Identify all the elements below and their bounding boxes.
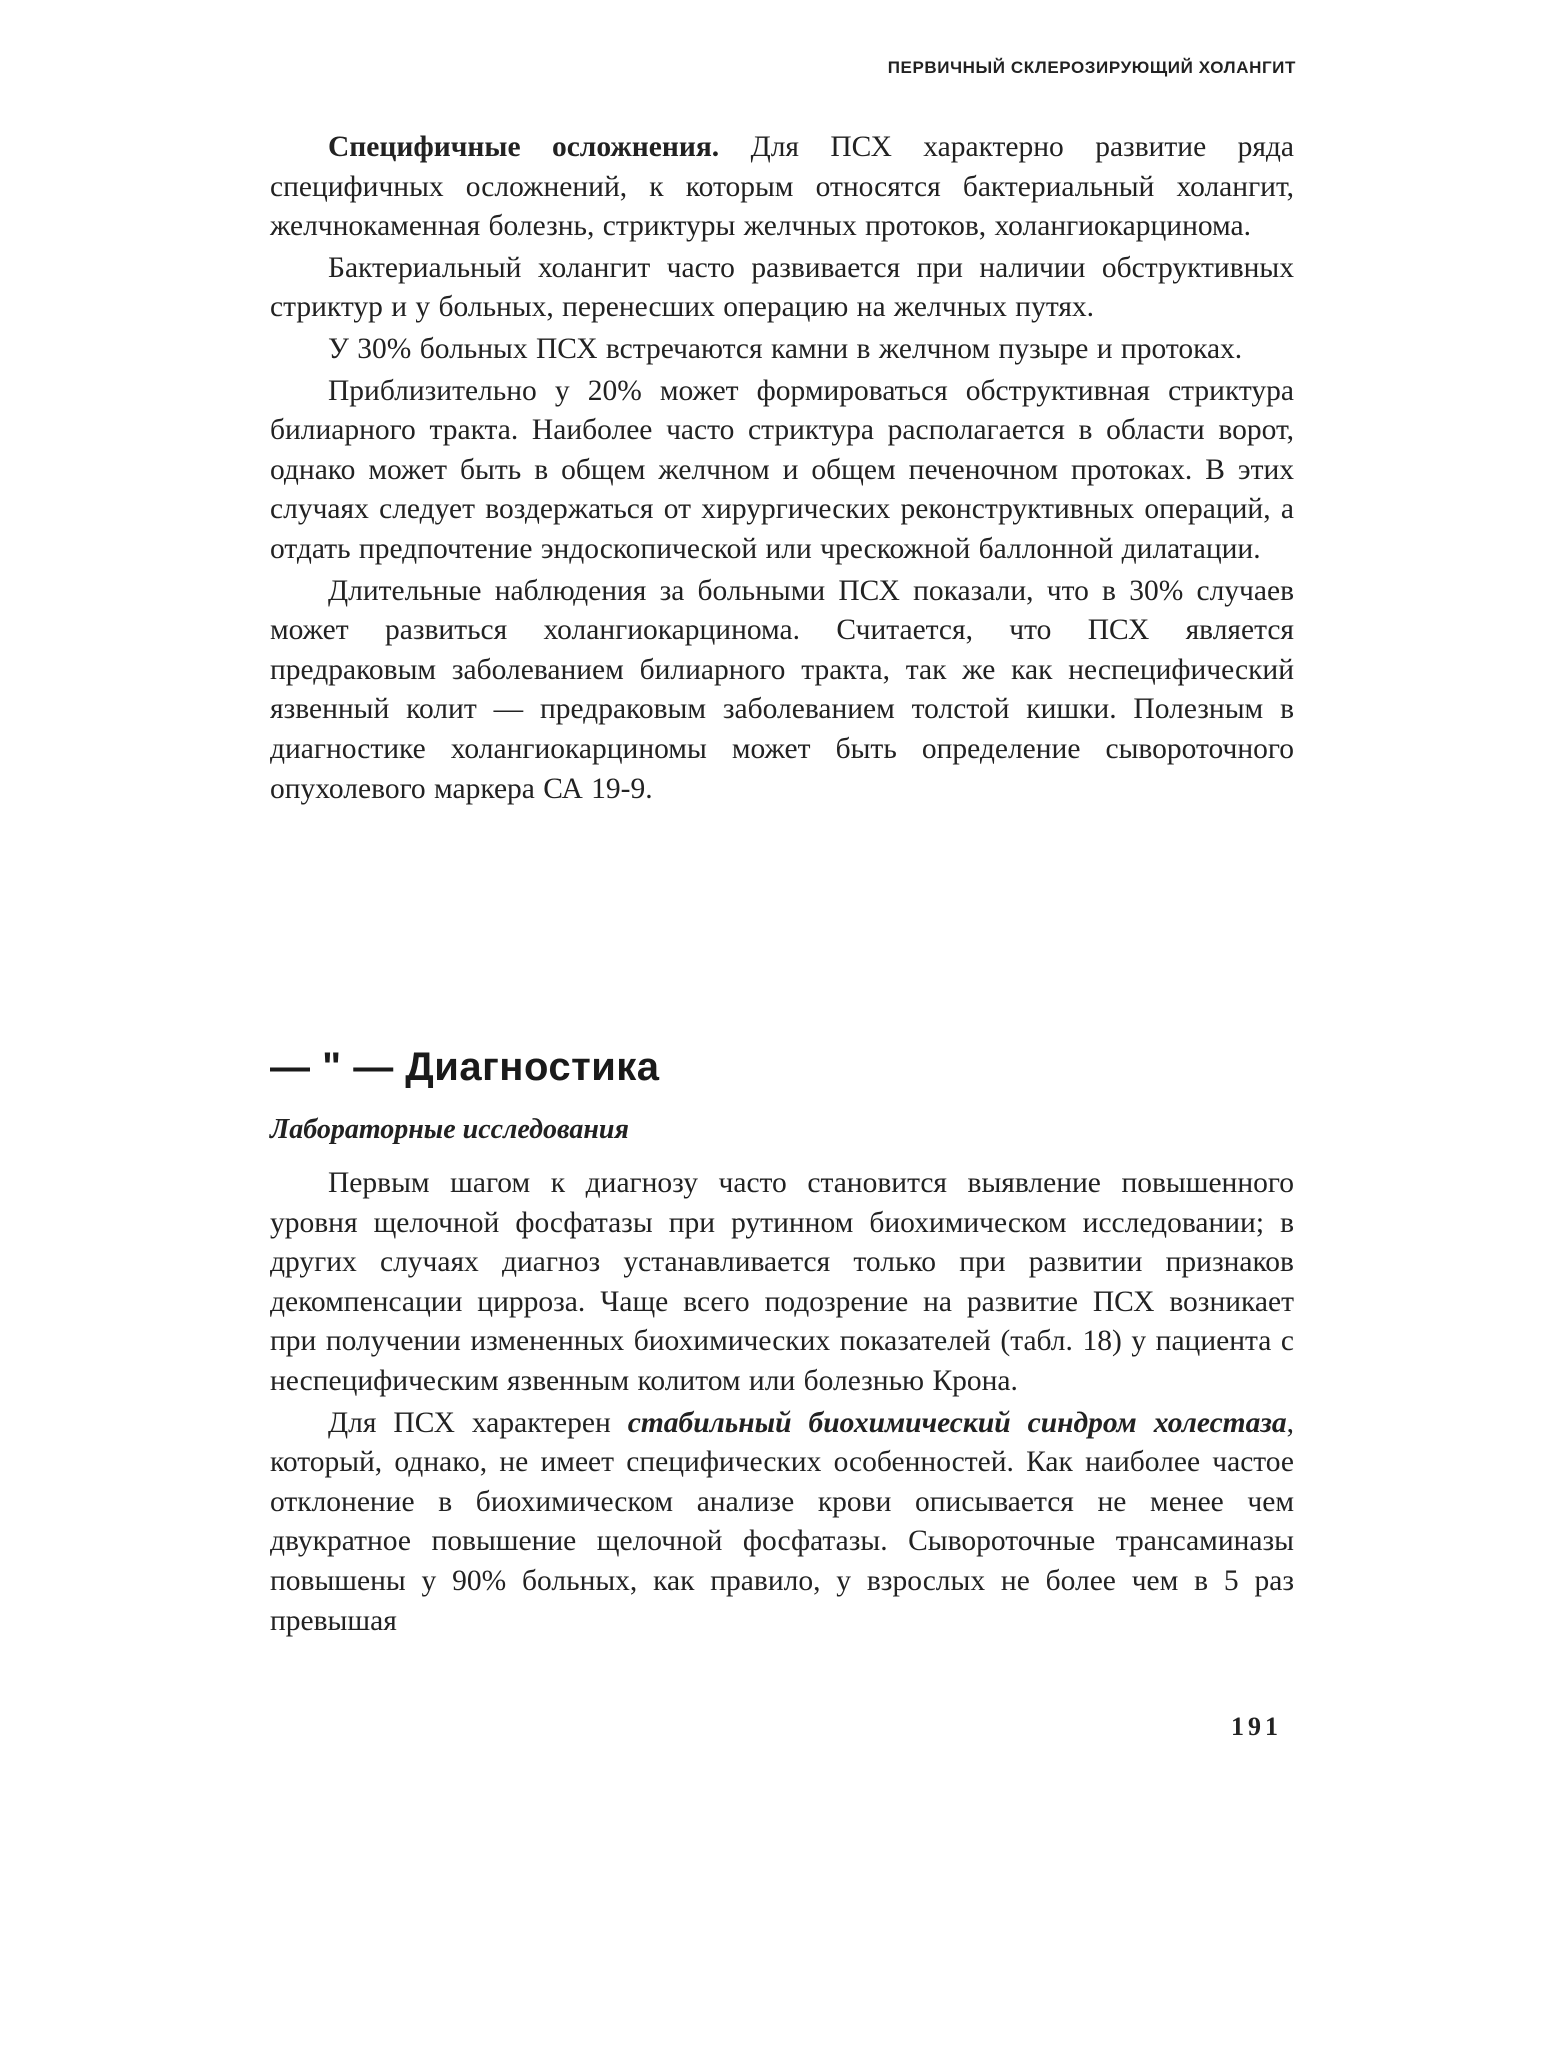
emphasis-text: стабильный биохимический синдром холестаза [627,1406,1287,1439]
paragraph-bacterial-cholangitis: Бактериальный холангит часто развивается при наличии обструктивных стриктур и у больных, перенесших операцию на желчных путях. [270,251,1294,324]
paragraph-text: Для ПСХ характерен [328,1406,628,1439]
section-heading: — " — Диагностика [270,1045,660,1089]
subheading: Лабораторные исследования [270,1114,629,1145]
page-number: 191 [1231,1712,1282,1741]
paragraph-first-step: Первым шагом к диагнозу часто становится выявление повышенного уровня щелочной фосфатазы при рутинном биохимическом исследовании; в других случаях диагноз устанавливается только при развитии признаков декомпенсации цирроза. Чаще всего подозрение на развитие ПСХ возникает при получении измененных биохимических показателей (табл. 18) у пациента с неспецифическим язвенным колитом или болезнью Крона. [270,1167,1294,1397]
running-header: ПЕРВИЧНЫЙ СКЛЕРОЗИРУЮЩИЙ ХОЛАНГИТ [887,58,1296,77]
paragraph-cholestasis [270,1404,1294,1642]
paragraph-text: Для ПСХ характерно развитие ряда специфичных осложнений, к которым относятся бактериальный холангит, желчнокаменная болезнь, стриктуры желчных протоков, холангиокарцинома. [270,131,1294,243]
paragraph-lead: Специфичные осложнения. [328,131,720,163]
paragraph-strictures: Приблизительно у 20% может формироваться обструктивная стриктура билиарного тракта. Наиболее часто стриктура располагается в области ворот, однако может быть в общем желчном и общем печеночном протоках. В этих случаях следует воздержаться от хирургических реконструктивных операций, а отдать предпочтение эндоскопической или чрескожной баллонной дилатации. [270,374,1294,565]
diagnostics-section [270,1164,1294,1641]
paragraph-complications-intro [270,128,1294,247]
paragraph-gallstones: У 30% больных ПСХ встречаются камни в желчном пузыре и протоках. [328,332,1243,365]
complications-section [270,128,1294,809]
paragraph-text: , который, однако, не имеет специфических особенностей. Как наиболее частое отклонение в биохимическом анализе крови описывается не менее чем двукратное повышение щелочной фосфатазы. Сывороточные трансаминазы повышены у 90% больных, как правило, у взрослых не более чем в 5 раз превышая [270,1406,1294,1637]
paragraph-cholangiocarcinoma: Длительные наблюдения за больными ПСХ показали, что в 30% случаев может развиться холангиокарцинома. Считается, что ПСХ является предраковым заболеванием билиарного тракта, так же как неспецифический язвенный колит — предраковым заболеванием толстой кишки. Полезным в диагностике холангиокарциномы может быть определение сывороточного опухолевого маркера СА 19-9. [270,574,1294,805]
